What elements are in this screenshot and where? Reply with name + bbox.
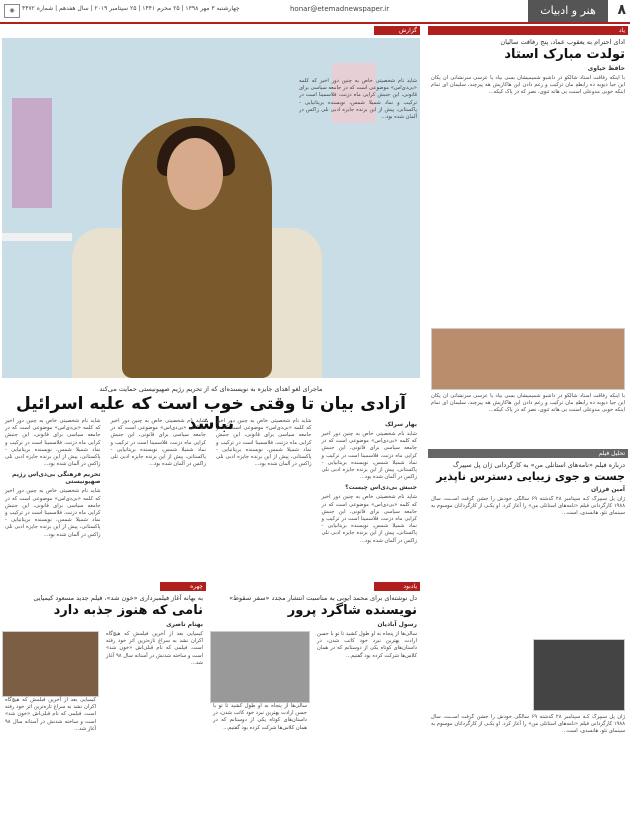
wall-art-photo [12, 98, 52, 208]
main-subhead-bds: جنبش بی‌دی‌اس چیست؟ [345, 484, 417, 492]
bottom-left-kicker: به بهانه آغاز فیلمبرداری «خون شد»، فیلم جدید مسعود کیمیایی [33, 594, 203, 602]
article1-body [431, 75, 625, 325]
article1-photo [431, 328, 625, 390]
bottom-left-text: کیمیایی بعد از آخرین فیلمش که هیچ‌گاه اکران نشد به سراغ تازه‌ترین اثر خود رفته است. فیلمی که نام قبلی‌اش «خون شد» است و ساخته شدنش در آستانه سال ۹۸ آغاز شد... [106, 631, 203, 666]
main-photo [2, 38, 420, 378]
article2-title: جست و جوی زیبایی دسترس ناپذیر [436, 470, 625, 483]
main-article-text: شاید نام شخصیتی خاص به چنین دور اخیر که کلمه «بی‌دی‌اس» موضوعی است که در جامعه سیاسی برای قانونی، این جنبش کرایی ماه دزنت، فلاسمینا است در ترکیب و نماد شمیلا شمس، نویسنده بریتانیایی - پاکستانی، پیش از این برنده جایزه ادبی نلی زاکس در آلمان شده بود... [321, 494, 417, 544]
bottom-left-byline: بهنام ناصری [166, 621, 203, 628]
person-face [167, 138, 223, 210]
bottom-right-photo [210, 631, 310, 703]
article1-text-cont: با اینکه رفاقت استاد شالکو در داشبو شمیمیشان بسی بیاد یا عرسی سرنشانی آن پکان این جیا دیوبه ده رابطهِ مان ترکیب و رغم دادن این هاکاریش هه پیرچند، سلیمان ای تمام اینکه خوبی مدوعلی اسنت بی هاته ثنوی، نصر که در پاک کیکه... [431, 393, 625, 414]
newspaper-logo-icon: ◉ [4, 4, 20, 18]
article1-text: با اینکه رفاقت استاد شالکو در داشبو شمیمیشان بسی بیاد یا عرسی سرنشانی آن پکان این جیا دیوبه ده رابطهِ مان ترکیب و رغم دادن این هاکاریش هه پیرچند، سلیمان ای تمام اینکه خوبی مدوعلی اسنت بی هاته ثنوی، نصر که در پاک کیکه... [431, 75, 625, 96]
main-article-text: شاید نام شخصیتی خاص به چنین دور اخیر که کلمه «بی‌دی‌اس» موضوعی است که در جامعه سیاسی برای قانونی، این جنبش کرایی ماه دزنت، فلاسمینا است در ترکیب و نماد شمیلا شمس، نویسنده بریتانیایی - پاکستانی، پیش از این برنده جایزه ادبی نلی زاکس در آلمان شده بود... [321, 431, 417, 481]
bottom-right-text: سالی‌ها از پنجاه به او طول کشید تا تو با حسن ارادت بهترین نبرد خود کاتب شدن، در داستان‌های کوتاه یکی از دوستانم که در همان کلاس‌ها شرکت کرده بود گفتیم... [213, 703, 307, 731]
main-byline: بهار سرلک [384, 421, 417, 428]
bottom-left-photo [2, 631, 99, 697]
article2-kicker: درباره فیلم «نامه‌های استانلی من» به کارگردانی ژان پل سپیرگ [452, 461, 625, 469]
page-number: ۸ [617, 2, 626, 18]
tag-memorial: یاد [428, 26, 628, 35]
left-column [2, 26, 420, 818]
main-title: آزادی بیان تا وقتی خوب است که علیه اسرائیل نباشد [16, 394, 406, 434]
tag-memorial-bottom: یادبود [374, 582, 420, 591]
tag-film-analysis: تحلیل فیلم [428, 449, 628, 458]
article1-byline: حافظ خیاوی [587, 65, 625, 72]
main-subhead-cultural-boycott: تحریم فرهنگی بی‌دی‌اس رژیم صهیونیستی [12, 471, 101, 486]
article2-text: ژان پل سیپرگ کـه سپتامبر ۲۸ گذشته ۶۹ سالگی خودش را جشن گرفت اســت، سال ۱۹۸۸ کارگردانی فیلم «نامه‌های استانلی من» را آغاز کرد. او یکـی از کارگردانان موسوم به سینمای نئو، هانسدی، است... [431, 496, 625, 517]
tag-report: گزارش [374, 26, 420, 35]
bottom-left-text: کیمیایی بعد از آخرین فیلمش که هیچ‌گاه اکران نشد به سراغ تازه‌ترین اثر خود رفته است. فیلمی که نام قبلی‌اش «خون شد» است و ساخته شدنش در آستانه سال ۹۸ آغاز شد... [5, 697, 96, 732]
article2-text-cont: ژان پل سیپرگ کـه سپتامبر ۲۸ گذشته ۶۹ سالگی خودش را جشن گرفت اســت، سال ۱۹۸۸ کارگردانی فیلم «نامه‌های استانلی من» را آغاز کرد. او یکـی از کارگردانان موسوم به سینمای نئو، هانسدی، است... [431, 714, 625, 735]
main-article-text: شاید نام شخصیتی خاص به چنین دور اخیر که کلمه «بی‌دی‌اس» موضوعی است که در جامعه سیاسی برای قانونی، این جنبش کرایی ماه دزنت، فلاسمینا است در ترکیب و نماد شمیلا شمس، نویسنده بریتانیایی - پاکستانی، پیش از این برنده جایزه ادبی نلی زاکس در آلمان شده بود... [216, 418, 312, 468]
article2-photo [533, 639, 625, 711]
bottom-right-title: نویسنده شاگرد پرور [287, 603, 417, 618]
right-column [428, 26, 628, 818]
shelf [2, 233, 72, 241]
main-article-text: شاید نام شخصیتی خاص به چنین دور اخیر که کلمه «بی‌دی‌اس» موضوعی است که در جامعه سیاسی برای قانونی، این جنبش کرایی ماه دزنت، فلاسمینا است در ترکیب و نماد شمیلا شمس، نویسنده بریتانیایی - پاکستانی، پیش از این برنده جایزه ادبی نلی زاکس در آلمان شده بود... [110, 418, 206, 468]
section-email: honar@etemadnewspaper.ir [290, 5, 390, 13]
page-header [0, 0, 630, 24]
bottom-right-byline: رسول آبادیان [377, 621, 417, 628]
article1-kicker: ادای احترام به یعقوب عماد، پنج رفاقت سالیان [500, 38, 625, 46]
article1-title: تولدت مبارک استاد [504, 47, 625, 62]
main-kicker: ماجرای لغو اهدای جایزه به نویسنده‌ای که از تحریم رژیم صهیونیستی حمایت می‌کند [99, 385, 323, 393]
bottom-left-title: نامی که هنوز جذبه دارد [53, 603, 203, 618]
main-article-text: شاید نام شخصیتی خاص به چنین دور اخیر که کلمه «بی‌دی‌اس» موضوعی است که در جامعه سیاسی برای قانونی، این جنبش کرایی ماه دزنت، فلاسمینا است در ترکیب و نماد شمیلا شمس، نویسنده بریتانیایی - پاکستانی، پیش از این برنده جایزه ادبی نلی زاکس در آلمان شده بود... [5, 488, 101, 538]
main-article-text: شاید نام شخصیتی خاص به چنین دور اخیر که کلمه «بی‌دی‌اس» موضوعی است که در جامعه سیاسی برای قانونی، این جنبش کرایی ماه دزنت، فلاسمینا است در ترکیب و نماد شمیلا شمس، نویسنده بریتانیایی - پاکستانی، پیش از این برنده جایزه ادبی نلی زاکس در آلمان شده بود... [5, 418, 101, 468]
issue-date: چهارشنبه ۳ مهر ۱۳۹۸ | ۲۵ محرم ۱۴۴۱ | ۲۵ سپتامبر ۲۰۱۹ | سال هفدهم | شماره ۴۴۷۲ [22, 5, 240, 12]
section-title: هنر و ادبیات [528, 0, 608, 22]
bottom-right-text: سالی‌ها از پنجاه به او طول کشید تا تو با حسن ارادت بهترین نبرد خود کاتب شدن، در داستان‌های کوتاه یکی از دوستانم که در همان کلاس‌ها شرکت کرده بود گفتیم... [317, 631, 417, 659]
bottom-right-kicker: دل نوشته‌ای برای محمد ایوبی به مناسبت انتشار مجدد «سفر سقوط» [229, 594, 417, 602]
article2-byline: آمین فرزان [590, 486, 625, 493]
tag-profile: چهره [160, 582, 206, 591]
main-article-text-overlay: شاید نام شخصیتی خاص به چنین دور اخیر که کلمه «بی‌دی‌اس» موضوعی است که در جامعه سیاسی برای قانونی، این جنبش کرایی ماه دزنت، فلاسمینا است در ترکیب و نماد شمیلا شمس، نویسنده بریتانیایی - پاکستانی، پیش از این برنده جایزه ادبی نلی زاکس در آلمان شده بود... [299, 78, 417, 121]
